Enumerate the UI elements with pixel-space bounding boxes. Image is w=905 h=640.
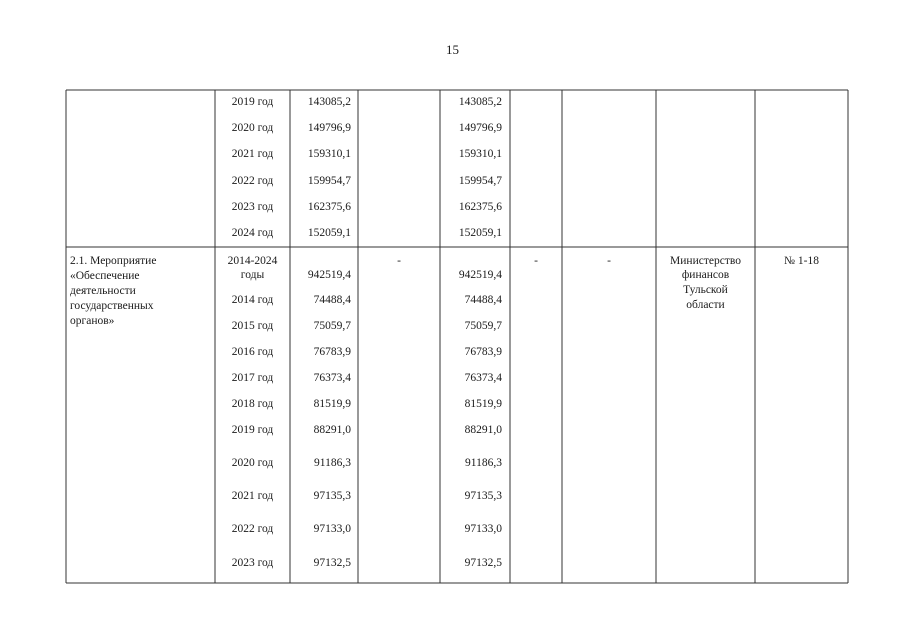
table-cell-year: 2020 год: [231, 457, 274, 469]
table-cell-total: 97133,0: [313, 523, 351, 535]
period-federal: -: [397, 255, 401, 267]
activity-line: 2.1. Мероприятие: [70, 255, 157, 267]
table-cell-year: 2020 год: [231, 122, 274, 134]
table-cell-regional: 97135,3: [464, 490, 502, 502]
table-cell-year: 2022 год: [231, 175, 274, 187]
period-total: 942519,4: [307, 269, 351, 281]
page-number: 15: [446, 42, 459, 57]
table-cell-total: 152059,1: [307, 227, 351, 239]
table-cell-year: 2021 год: [231, 148, 274, 160]
activity-line: государственных: [70, 300, 154, 312]
table-cell-regional: 159954,7: [458, 175, 502, 187]
table-cell-regional: 74488,4: [464, 294, 502, 306]
table-cell-total: 162375,6: [307, 201, 351, 213]
table-cell-year: 2022 год: [231, 523, 274, 535]
table-cell-regional: 97133,0: [464, 523, 502, 535]
period-label: 2014-2024: [227, 255, 278, 267]
table-cell-total: 159310,1: [307, 148, 351, 160]
executor-line: Тульской: [683, 284, 728, 296]
table-cell-total: 88291,0: [313, 424, 351, 436]
table-cell-year: 2024 год: [231, 227, 274, 239]
activity-line: органов»: [70, 315, 115, 327]
table-cell-regional: 149796,9: [458, 122, 502, 134]
table-cell-year: 2019 год: [231, 96, 274, 108]
table-cell-year: 2023 год: [231, 557, 274, 569]
table-cell-year: 2014 год: [231, 294, 274, 306]
activity-line: деятельности: [70, 285, 136, 297]
executor-line: области: [686, 299, 725, 311]
table-cell-regional: 162375,6: [458, 201, 502, 213]
activity-line: «Обеспечение: [70, 270, 140, 282]
period-other: -: [607, 255, 611, 267]
period-local: -: [534, 255, 538, 267]
table-cell-total: 97132,5: [313, 557, 351, 569]
table-cell-total: 76783,9: [313, 346, 351, 358]
table-cell-regional: 76783,9: [464, 346, 502, 358]
table-cell-regional: 152059,1: [458, 227, 502, 239]
table-cell-total: 74488,4: [313, 294, 351, 306]
table-cell-total: 159954,7: [307, 175, 351, 187]
table-cell-regional: 75059,7: [464, 320, 502, 332]
table-cell-regional: 159310,1: [458, 148, 502, 160]
table-cell-year: 2017 год: [231, 372, 274, 384]
executor-line: Министерство: [670, 255, 741, 267]
table-cell-total: 81519,9: [313, 398, 351, 410]
table-cell-regional: 97132,5: [464, 557, 502, 569]
table-cell-regional: 91186,3: [465, 457, 502, 469]
table-cell-year: 2023 год: [231, 201, 274, 213]
period-label: годы: [240, 269, 265, 281]
table-cell-year: 2018 год: [231, 398, 274, 410]
table-cell-total: 76373,4: [313, 372, 351, 384]
table-cell-year: 2016 год: [231, 346, 274, 358]
table-cell-regional: 88291,0: [464, 424, 502, 436]
table-cell-total: 97135,3: [313, 490, 351, 502]
indicator: № 1-18: [784, 255, 819, 267]
table-cell-total: 149796,9: [307, 122, 351, 134]
table-cell-year: 2021 год: [231, 490, 274, 502]
table-cell-regional: 143085,2: [458, 96, 502, 108]
table-cell-total: 91186,3: [314, 457, 351, 469]
table-cell-total: 143085,2: [307, 96, 351, 108]
table-cell-year: 2015 год: [231, 320, 274, 332]
executor-line: финансов: [681, 269, 730, 281]
period-regional: 942519,4: [458, 269, 502, 281]
table-cell-total: 75059,7: [313, 320, 351, 332]
table-cell-regional: 76373,4: [464, 372, 502, 384]
table-cell-regional: 81519,9: [464, 398, 502, 410]
table-cell-year: 2019 год: [231, 424, 274, 436]
